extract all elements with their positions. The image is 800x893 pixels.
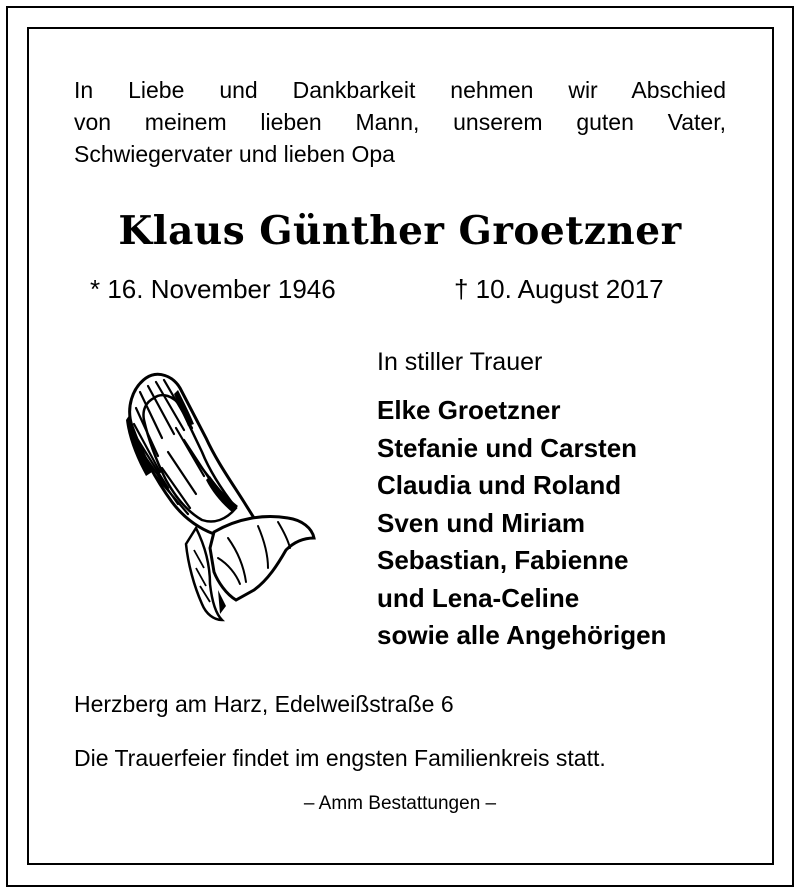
intro-line: von meinem lieben Mann, unserem guten Vater, bbox=[74, 109, 726, 135]
birth-date: * 16. November 1946 bbox=[90, 274, 336, 304]
death-date: † 10. August 2017 bbox=[454, 274, 664, 304]
mourner-entry: Elke Groetzner bbox=[377, 395, 561, 425]
intro-line: In Liebe und Dankbarkeit nehmen wir Abschied bbox=[74, 77, 726, 103]
mourning-label: In stiller Trauer bbox=[377, 348, 543, 376]
mourner-entry: Stefanie und Carsten bbox=[377, 432, 638, 463]
address: Herzberg am Harz, Edelweißstraße 6 bbox=[74, 691, 454, 717]
mourner-entry: Claudia und Roland bbox=[377, 470, 622, 500]
mourner-entry: Sven und Miriam bbox=[377, 507, 586, 538]
intro-line: Schwiegervater und lieben Opa bbox=[74, 141, 395, 167]
undertaker: – Amm Bestattungen – bbox=[303, 793, 497, 814]
intro-text bbox=[74, 74, 726, 170]
mourner-entry: und Lena-Celine bbox=[377, 582, 580, 613]
funeral-note: Die Trauerfeier findet im engsten Familienkreis statt. bbox=[74, 745, 606, 771]
mourner-entry: sowie alle Angehörigen bbox=[377, 620, 667, 650]
mourners-list bbox=[377, 392, 666, 655]
praying-hands-icon bbox=[118, 368, 318, 623]
mourner-entry: Sebastian, Fabienne bbox=[377, 545, 629, 575]
deceased-name: Klaus Günther Groetzner bbox=[118, 208, 682, 254]
